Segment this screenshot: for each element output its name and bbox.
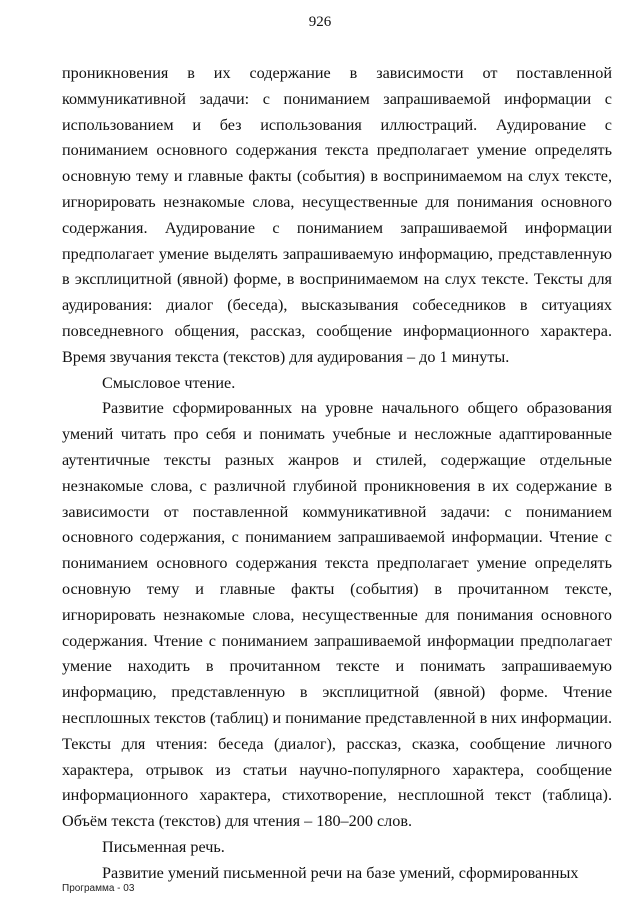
paragraph-reading: Развитие сформированных на уровне начального общего образования умений читать про себя и понимать учебные и несложные адаптированные аутентичные тексты разных жанров и стилей, содержащие отдельные незнакомые слова, с различной глубиной проникновения в их содержание в зависимости от поставленной коммуникативной задачи: с пониманием основного содержания, с пониманием запрашиваемой информации. Чтение с пониманием основного содержания текста предполагает умение определять основную тему и главные факты (события) в прочитанном тексте, игнорировать незнакомые слова, несущественные для понимания основного содержания. Чтение с пониманием запрашиваемой информации предполагает умение находить в прочитанном тексте и понимать запрашиваемую информацию, представленную в эксплицитной (явной) форме. Чтение несплошных текстов (таблиц) и понимание представленной в них информации. Тексты для чтения: беседа (диалог), рассказ, сказка, сообщение личного характера, отрывок из статьи научно-популярного характера, сообщение информационного характера, стихотворение, несплошной текст (таблица). Объём текста (текстов) для чтения – 180–200 слов. [62,399,612,831]
page-number: 926 [308,14,332,30]
heading-semantic-reading: Смысловое чтение. [102,373,236,392]
footer-label: Программа - 03 [62,883,135,894]
paragraph-writing-start: Развитие умений письменной речи на базе умений, сформированных [102,863,579,882]
paragraph-listening-continued: проникновения в их содержание в зависимости от поставленной коммуникативной задачи: с пониманием запрашиваемой информации с использованием и без использования иллюстраций. Аудирование с пониманием основного содержания текста предполагает умение определять основную тему и главные факты (события) в воспринимаемом на слух тексте, игнорировать незнакомые слова, несущественные для понимания основного содержания. Аудирование с пониманием запрашиваемой информации предполагает умение выделять запрашиваемую информацию, представленную в эксплицитной (явной) форме, в воспринимаемом на слух тексте. Тексты для аудирования: диалог (беседа), высказывания собеседников в ситуациях повседневного общения, рассказ, сообщение информационного характера. Время звучания текста (текстов) для аудирования – до 1 минуты. [62,64,612,366]
body-text [62,61,612,887]
heading-written-speech: Письменная речь. [102,837,225,856]
